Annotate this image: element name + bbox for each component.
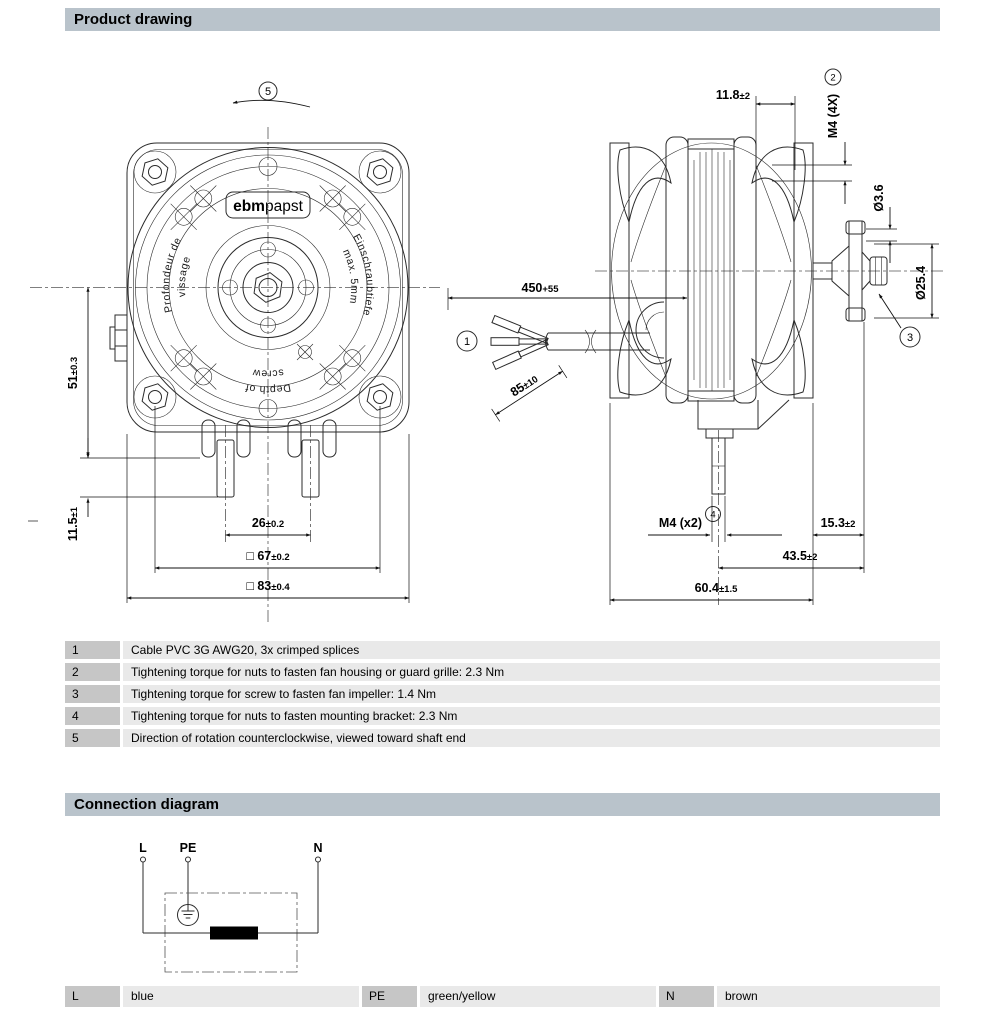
motor-winding-block <box>210 927 258 940</box>
dim-51: 51±0.3 <box>66 356 80 390</box>
rotation-arrow-icon <box>233 100 310 107</box>
engraving-bottom-inner: screw <box>251 366 285 380</box>
svg-text:screw <box>252 366 285 379</box>
callout-1-number: 1 <box>463 336 471 348</box>
engraving-bottom-outer: Depth of <box>244 381 292 396</box>
note-number: 4 <box>65 707 120 725</box>
dim-83: □ 83±0.4 <box>246 579 290 593</box>
motor-side-view <box>448 69 945 605</box>
dim-25-4: Ø25.4 <box>914 265 928 301</box>
note-number: 5 <box>65 729 120 747</box>
mounting-plate-left <box>610 143 629 398</box>
wire-3 <box>493 339 549 370</box>
wire-color: green/yellow <box>420 986 656 1007</box>
engraving-left-inner: vissage <box>175 254 194 298</box>
bottom-bracket <box>698 400 789 494</box>
engraving-right-outer: Einschraubtiefe <box>350 232 376 318</box>
terminal-point-l <box>141 857 146 862</box>
section-header-connection-diagram: Connection diagram <box>65 793 940 816</box>
note-number: 2 <box>65 663 120 681</box>
dim-m4-2x: M4 (x2) <box>658 516 702 530</box>
note-text: Direction of rotation counterclockwise, viewed toward shaft end <box>123 729 940 747</box>
connection-diagram <box>139 841 322 972</box>
table-row <box>65 641 940 659</box>
note-text: Cable PVC 3G AWG20, 3x crimped splices <box>123 641 940 659</box>
section-header-product-drawing: Product drawing <box>65 8 940 31</box>
cable-hub-inner-arc <box>646 312 664 330</box>
dim-15-3: 15.3±2 <box>820 516 856 530</box>
callout-3-leader <box>879 294 901 328</box>
wire-key: N <box>659 986 714 1007</box>
svg-text:vissage <box>176 255 193 298</box>
terminal-point-pe <box>186 857 191 862</box>
dim-11-5: 11.5±1 <box>66 506 80 542</box>
terminal-label-n: N <box>313 841 323 855</box>
wire-color-table <box>65 986 940 1007</box>
note-text: Tightening torque for nuts to fasten mounting bracket: 2.3 Nm <box>123 707 940 725</box>
wire-color: blue <box>123 986 359 1007</box>
note-number: 1 <box>65 641 120 659</box>
note-text: Tightening torque for nuts to fasten fan housing or guard grille: 2.3 Nm <box>123 663 940 681</box>
dim-450: 450+55 <box>521 281 559 295</box>
svg-text:max. 5mm <box>340 247 360 304</box>
logo-text-bold: ebm <box>233 198 265 215</box>
wire-key: PE <box>362 986 417 1007</box>
dim-m4-4x: M4 (4X) <box>826 93 840 139</box>
dim-3-6: Ø3.6 <box>872 184 886 212</box>
dim-26: 26±0.2 <box>251 516 285 530</box>
dim-85: 85±10 <box>507 374 541 400</box>
dim-85-group <box>487 358 567 422</box>
dim-43-5: 43.5±2 <box>782 549 818 563</box>
stator-laminations <box>694 149 730 391</box>
protective-earth-icon <box>178 905 199 926</box>
logo-text-light: papst <box>264 198 303 215</box>
crimped-splice-2 <box>491 338 519 346</box>
terminal-point-n <box>316 857 321 862</box>
wire-color: brown <box>717 986 940 1007</box>
svg-text:ebmpapst <box>233 198 303 215</box>
motor-front-view <box>28 82 440 624</box>
table-row <box>65 729 940 747</box>
engraving-left-outer: Profondeur de <box>160 235 185 314</box>
drawing-notes-table <box>65 641 940 751</box>
table-row <box>65 685 940 703</box>
cable-assembly <box>457 316 650 370</box>
slotted-screw-icon <box>297 344 313 360</box>
stator-bottom-band <box>688 391 734 401</box>
rotation-direction-callout <box>233 82 310 107</box>
dim-11-8: 11.8±2 <box>715 88 750 102</box>
callout-3-number: 3 <box>906 332 914 344</box>
terminal-label-l: L <box>139 841 147 855</box>
callout-4-number: 4 <box>710 509 716 521</box>
callout-2-number: 2 <box>830 72 836 84</box>
terminal-label-pe: PE <box>179 841 197 855</box>
note-text: Tightening torque for screw to fasten fan impeller: 1.4 Nm <box>123 685 940 703</box>
corner-mounting-nuts <box>134 151 401 418</box>
engraving-right-inner: max. 5mm <box>340 247 361 305</box>
table-row <box>65 707 940 725</box>
note-number: 3 <box>65 685 120 703</box>
dim-60-4: 60.4±1.5 <box>694 581 738 595</box>
crimped-splice-1 <box>492 316 521 334</box>
crimped-splice-3 <box>493 351 522 369</box>
wire-2 <box>491 338 547 346</box>
table-row <box>65 663 940 681</box>
dim-67: □ 67±0.2 <box>246 549 290 563</box>
callout-5-number: 5 <box>264 86 272 98</box>
side-motor-body <box>610 137 813 403</box>
stator-top-band <box>688 139 734 149</box>
side-grommet-tab <box>110 315 127 361</box>
wire-key: L <box>65 986 120 1007</box>
wire-1 <box>492 316 549 345</box>
